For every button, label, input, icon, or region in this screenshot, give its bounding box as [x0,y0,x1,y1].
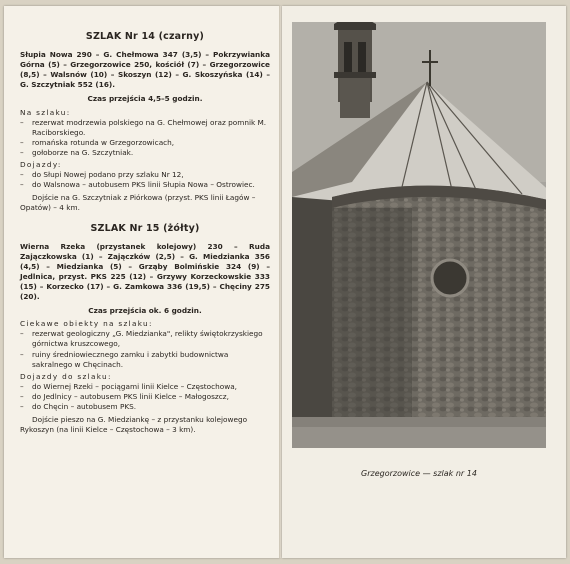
trail14-access-list [20,170,270,190]
photo-caption: Grzegorzowice — szlak nr 14 [361,469,477,478]
right-page [282,6,566,558]
trail15-access-list [20,382,270,412]
trail14-title: SZLAK Nr 14 (czarny) [85,31,205,42]
list-item: – gołoborze na G. Szczytniak. [20,148,270,158]
trail15-access-header: Dojazdy do szlaku: [20,371,112,381]
trail15-interesting-list [20,329,270,369]
trail14-access-header: Dojazdy: [20,160,62,170]
rotunda-photo [292,22,546,448]
trail15-time: Czas przejścia ok. 6 godzin. [88,306,202,316]
list-item: – rezerwat geologiczny „G. Miedzianka", relikty świętokrzyskiego górnictwa kruszcowego, [20,329,270,349]
list-item: – do Wiernej Rzeki – pociągami linii Kielce – Częstochowa, [20,382,270,392]
trail-text-column [20,32,270,435]
trail15-interesting-header: Ciekawe obiekty na szlaku: [20,319,153,329]
list-item: – do Jedlnicy – autobusem PKS linii Kielce – Małogoszcz, [20,392,270,402]
list-item: – do Słupi Nowej podano przy szlaku Nr 12, [20,170,270,180]
trail14-on-trail-list [20,118,270,158]
trail14-note: Dojście na G. Szczytniak z Piórkowa (przyst. PKS linii Łagów – Opatów) – 4 km. [20,193,256,213]
left-page [4,6,280,558]
trail15-note: Dojście pieszo na G. Miedziankę – z przystanku kolejowego Rykoszyn (na linii Kielce – Częstochowa – 3 km). [20,415,248,435]
list-item: – rezerwat modrzewia polskiego na G. Chełmowej oraz pomnik M. Raciborskiego. [20,118,270,138]
trail14-time: Czas przejścia 4,5–5 godzin. [87,94,203,104]
list-item: – do Walsnowa – autobusem PKS linii Słupia Nowa – Ostrowiec. [20,180,270,190]
trail15-title: SZLAK Nr 15 (żółty) [90,222,200,234]
list-item: – ruiny średniowiecznego zamku i zabytki budownictwa sakralnego w Chęcinach. [20,350,270,370]
list-item: – romańska rotunda w Grzegorzowicach, [20,138,270,148]
trail14-on-trail-header: Na szlaku: [20,107,71,117]
trail15-route: Wierna Rzeka (przystanek kolejowy) 230 – Ruda Zajączkowska (1) – Zajączków (2,5) – G. Miedzianka 356 (4,5) – Miedzianka (5) – Grząby Bolmińskie 324 (9) – Jedlnica, przyst. PKS 225 (12) – Grzywy Korzeckowskie 333 (15) – Korzecko (17) – G. Zamkowa 336 (19,5) – Chęciny 275 (20). [20,241,270,302]
trail14-route: Słupia Nowa 290 – G. Chełmowa 347 (3,5) – Pokrzywianka Górna (5) – Grzegorzowice 250, kościół (7) – Grzegorzowice (8,5) – Walsnów (10) – Skoszyn (12) – G. Skoszyńska (14) – G. Szczytniak 552 (16). [20,50,270,90]
list-item: – do Chęcin – autobusem PKS. [20,402,270,412]
